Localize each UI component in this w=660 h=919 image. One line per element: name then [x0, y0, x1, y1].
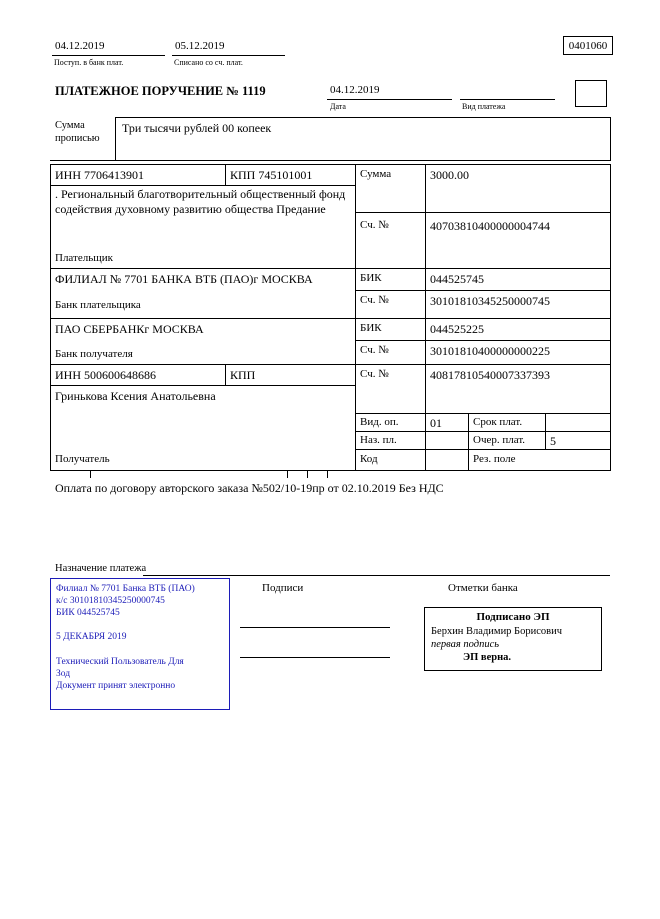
form-line [225, 364, 226, 386]
payer-bank-name: ФИЛИАЛ № 7701 БАНКА ВТБ (ПАО)г МОСКВА [55, 272, 313, 286]
tick-line [287, 471, 288, 478]
payee-name: Гринькова Ксения Анатольевна [55, 389, 216, 403]
bank-stamp [50, 578, 230, 710]
receipt-date-label: Поступ. в банк плат. [54, 58, 124, 67]
payee-kpp-label: КПП [230, 368, 256, 382]
op-type-label: Вид. оп. [360, 416, 399, 428]
signatures-label: Подписи [262, 582, 304, 594]
payer-inn: ИНН 7706413901 [55, 168, 144, 182]
payment-type-box [575, 80, 607, 107]
payer-account-label: Сч. № [360, 219, 389, 231]
payee-bank-account: 30101810400000000225 [430, 344, 550, 358]
signature-line [240, 627, 390, 628]
payee-bank-account-label: Сч. № [360, 344, 389, 356]
purpose-code-label: Наз. пл. [360, 434, 397, 446]
signature-line [240, 657, 390, 658]
form-line [50, 470, 611, 471]
priority-label: Очер. плат. [473, 434, 526, 446]
payee-section-label: Получатель [55, 453, 110, 465]
payee-account-label: Сч. № [360, 368, 389, 380]
form-line [225, 164, 226, 186]
payment-purpose-text: Оплата по договору авторского заказа №502/10-19пр от 02.10.2019 Без НДС [55, 481, 444, 495]
stamp-line: к/с 30101810345250000745 [56, 596, 165, 607]
date-label: Дата [330, 102, 346, 111]
form-code-box: 0401060 [563, 36, 613, 55]
form-line [143, 575, 610, 576]
priority-value: 5 [550, 434, 556, 448]
form-line [355, 290, 611, 291]
document-date: 04.12.2019 [330, 84, 380, 96]
payer-bank-section-label: Банк плательщика [55, 299, 141, 311]
payer-kpp: КПП 745101001 [230, 168, 313, 182]
payee-inn: ИНН 500600648686 [55, 368, 156, 382]
payee-account: 40817810540007337393 [430, 368, 550, 382]
tick-line [307, 471, 308, 478]
stamp-line: Документ принят электронно [56, 680, 176, 691]
payer-bank-bik-label: БИК [360, 272, 382, 284]
debit-date: 05.12.2019 [175, 40, 225, 52]
form-line [50, 268, 611, 269]
form-line [50, 160, 611, 161]
stamp-line: 5 ДЕКАБРЯ 2019 [56, 632, 127, 643]
form-line [50, 185, 356, 186]
due-label: Срок плат. [473, 416, 523, 428]
payee-bank-bik-label: БИК [360, 322, 382, 334]
reserve-field-label: Рез. поле [473, 453, 516, 465]
bank-marks-label: Отметки банка [448, 582, 518, 594]
form-line [52, 55, 165, 56]
form-line [355, 340, 611, 341]
form-line [468, 413, 469, 471]
stamp-line: БИК 044525745 [56, 608, 120, 619]
form-line [50, 385, 356, 386]
form-line [115, 117, 611, 118]
op-type-value: 01 [430, 416, 442, 430]
document-title: ПЛАТЕЖНОЕ ПОРУЧЕНИЕ № 1119 [55, 84, 266, 98]
stamp-line: Филиал № 7701 Банка ВТБ (ПАО) [56, 584, 195, 594]
payer-name: . Региональный благотворительный общественный фонд содействия духовному развитию общества Предание [55, 187, 346, 216]
payer-bank-account: 30101810345250000745 [430, 294, 550, 308]
payee-bank-bik: 044525225 [430, 322, 484, 336]
payer-bank-bik: 044525745 [430, 272, 484, 286]
payer-account: 40703810400000004744 [430, 219, 550, 233]
payee-bank-name: ПАО СБЕРБАНКг МОСКВА [55, 322, 204, 336]
payment-purpose-label: Назначение платежа [55, 563, 147, 574]
debit-date-label: Списано со сч. плат. [174, 58, 243, 67]
form-line [545, 413, 546, 450]
form-line [355, 449, 611, 450]
form-line [115, 117, 116, 160]
form-line [460, 99, 555, 100]
tick-line [90, 471, 91, 478]
payment-type-label: Вид платежа [462, 102, 506, 111]
payer-section-label: Плательщик [55, 252, 113, 264]
esignature-title: Подписано ЭП [476, 611, 550, 623]
amount-words-value: Три тысячи рублей 00 копеек [122, 121, 272, 135]
receipt-date: 04.12.2019 [55, 40, 105, 52]
esignature-kind: первая подпись [431, 638, 500, 650]
form-line [172, 55, 285, 56]
esignature-status: ЭП верна. [463, 652, 512, 663]
tick-line [327, 471, 328, 478]
amount-words-label: Сумма прописью [55, 120, 100, 145]
payee-bank-section-label: Банк получателя [55, 348, 133, 360]
stamp-line: Зод [56, 668, 71, 679]
form-line [355, 413, 611, 414]
form-line [355, 212, 611, 213]
form-line [327, 99, 452, 100]
form-line [50, 364, 611, 365]
form-line [610, 117, 611, 160]
stamp-line: Технический Пользователь Для [56, 656, 184, 667]
amount-value: 3000.00 [430, 168, 469, 182]
esignature-name: Берхин Владимир Борисович [431, 625, 562, 637]
form-line [355, 431, 611, 432]
esignature-box [424, 607, 602, 671]
amount-label: Сумма [360, 168, 392, 180]
payer-bank-account-label: Сч. № [360, 294, 389, 306]
code-label: Код [360, 453, 378, 465]
form-line [50, 164, 611, 165]
form-line [50, 318, 611, 319]
